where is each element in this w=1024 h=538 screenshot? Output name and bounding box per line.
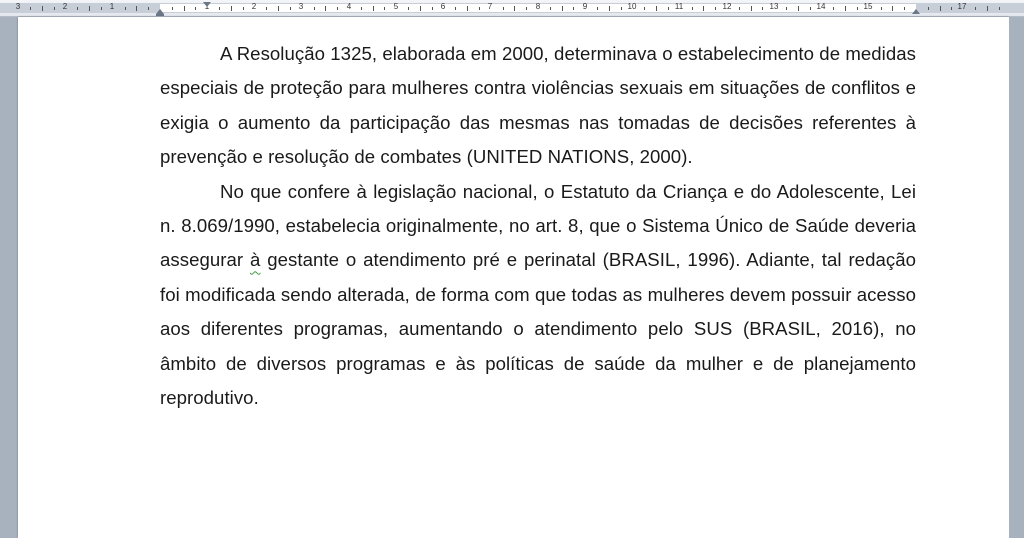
ruler-tick xyxy=(881,7,882,10)
ruler-tick xyxy=(89,6,90,11)
ruler-number: 17 xyxy=(957,2,967,11)
ruler-right-margin xyxy=(916,3,1024,13)
ruler-tick xyxy=(243,7,244,10)
ruler-tick xyxy=(101,7,102,10)
ruler-tick xyxy=(798,6,799,11)
ruler-tick xyxy=(77,7,78,10)
grammar-flagged-word[interactable]: à xyxy=(250,249,261,271)
ruler-tick xyxy=(278,6,279,11)
ruler-tick xyxy=(526,7,527,10)
ruler-tick xyxy=(739,7,740,10)
ruler-tick xyxy=(172,7,173,10)
ruler-number: 15 xyxy=(863,2,873,11)
ruler-tick xyxy=(609,6,610,11)
ruler-tick xyxy=(384,7,385,10)
page-gutter-right xyxy=(1009,17,1024,538)
ruler-tick xyxy=(184,6,185,11)
ruler-tick xyxy=(597,7,598,10)
ruler-tick xyxy=(195,7,196,10)
ruler-tick xyxy=(361,7,362,10)
ruler-tick xyxy=(266,7,267,10)
ruler-tick xyxy=(420,6,421,11)
paragraph-text-before: No que confere à legislação nacional, o Estatuto da Criança e do Adolescente, Lei n. 8.069/1990, estabelecia originalmente, no art. 8, que o Sistema Único de Saúde deveria assegurar xyxy=(160,180,916,271)
horizontal-ruler[interactable] xyxy=(0,0,1024,17)
ruler-number: 11 xyxy=(674,2,684,11)
ruler-tick xyxy=(951,7,952,10)
ruler-tick xyxy=(314,7,315,10)
paragraph-text-after: gestante o atendimento pré e perinatal (BRASIL, 1996). Adiante, tal redação foi modificada sendo alterada, de forma com que todas as mulheres devem possuir acesso aos diferentes programas, aumentando o atendimento pelo SUS (BRASIL, 2016), no âmbito de diversos programas e às políticas de saúde da mulher e de planejamento reprodutivo. xyxy=(160,249,916,409)
ruler-tick xyxy=(550,7,551,10)
ruler-tick xyxy=(621,7,622,10)
ruler-number: 12 xyxy=(722,2,732,11)
ruler-tick xyxy=(892,6,893,11)
ruler-tick xyxy=(928,7,929,10)
ruler-number: 2 xyxy=(251,2,257,11)
first-line-indent-marker[interactable] xyxy=(203,2,211,7)
ruler-tick xyxy=(231,6,232,11)
ruler-number: 8 xyxy=(535,2,541,11)
ruler-tick xyxy=(467,6,468,11)
ruler-tick xyxy=(703,6,704,11)
ruler-tick xyxy=(514,6,515,11)
ruler-number: 14 xyxy=(816,2,826,11)
document-body[interactable] xyxy=(160,37,916,415)
ruler-tick xyxy=(290,7,291,10)
ruler-number: 10 xyxy=(627,2,637,11)
ruler-tick xyxy=(432,7,433,10)
paragraph-legislation[interactable] xyxy=(160,175,916,416)
ruler-number: 9 xyxy=(582,2,588,11)
ruler-tick xyxy=(810,7,811,10)
ruler-tick xyxy=(408,7,409,10)
ruler-tick xyxy=(373,6,374,11)
ruler-tick xyxy=(562,6,563,11)
document-page[interactable] xyxy=(18,17,1009,538)
ruler-tick xyxy=(762,7,763,10)
ruler-tick xyxy=(715,7,716,10)
ruler-number: 4 xyxy=(346,2,352,11)
ruler-number: 2 xyxy=(62,2,68,11)
ruler-tick xyxy=(833,7,834,10)
ruler-number: 5 xyxy=(393,2,399,11)
ruler-tick xyxy=(54,7,55,10)
ruler-tick xyxy=(692,7,693,10)
paragraph-text: A Resolução 1325, elaborada em 2000, determinava o estabelecimento de medidas especiais de proteção para mulheres contra violências sexuais em situações de conflitos e exigia o aumento da participação das mesmas nas tomadas de decisões referentes à prevenção e resolução de combates (UNITED NATIONS, 2000). xyxy=(160,43,916,168)
ruler-tick xyxy=(30,7,31,10)
ruler-tick xyxy=(904,7,905,10)
ruler-tick xyxy=(42,6,43,11)
ruler-tick xyxy=(219,7,220,10)
ruler-tick xyxy=(479,7,480,10)
left-indent-marker[interactable] xyxy=(156,14,164,16)
ruler-tick xyxy=(573,7,574,10)
ruler-number: 3 xyxy=(15,2,21,11)
right-indent-marker[interactable] xyxy=(912,9,920,14)
ruler-tick xyxy=(845,6,846,11)
ruler-tick xyxy=(125,7,126,10)
ruler-tick xyxy=(148,7,149,10)
ruler-tick xyxy=(668,7,669,10)
ruler-tick xyxy=(987,6,988,11)
ruler-number: 6 xyxy=(440,2,446,11)
paragraph-resolution[interactable] xyxy=(160,37,916,175)
ruler-number: 7 xyxy=(487,2,493,11)
ruler-tick xyxy=(325,6,326,11)
ruler-number: 3 xyxy=(298,2,304,11)
ruler-number: 13 xyxy=(769,2,779,11)
ruler-tick xyxy=(786,7,787,10)
ruler-tick xyxy=(656,6,657,11)
ruler-tick xyxy=(503,7,504,10)
ruler-tick xyxy=(644,7,645,10)
ruler-tick xyxy=(999,7,1000,10)
ruler-tick xyxy=(975,7,976,10)
ruler-tick xyxy=(751,6,752,11)
ruler-tick xyxy=(857,7,858,10)
ruler-tick xyxy=(136,6,137,11)
ruler-number: 1 xyxy=(204,2,210,11)
ruler-tick xyxy=(940,6,941,11)
ruler-tick xyxy=(337,7,338,10)
ruler-tick xyxy=(455,7,456,10)
ruler-number: 1 xyxy=(109,2,115,11)
